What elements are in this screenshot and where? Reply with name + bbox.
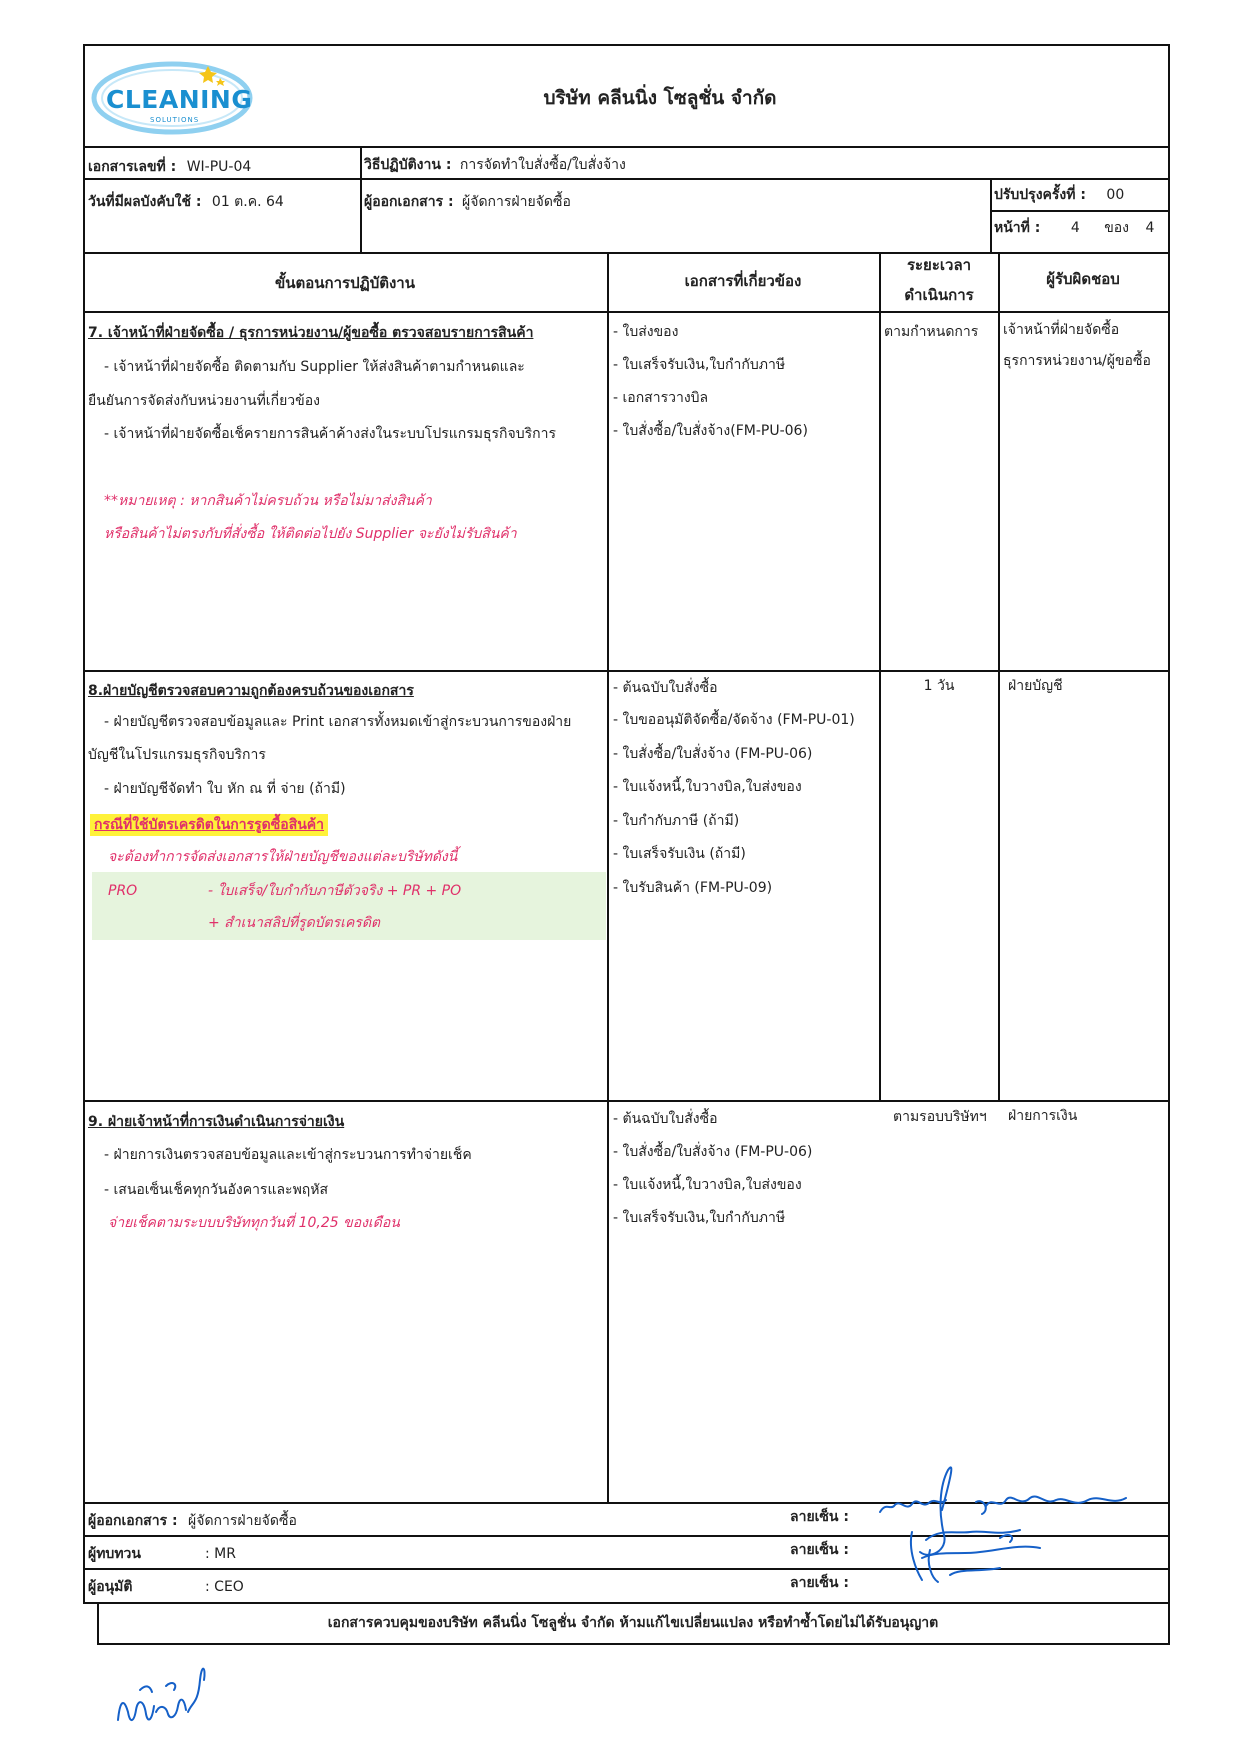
pro-line: + สำเนาสลิปที่รูดบัตรเครดิต [208,915,381,931]
step-7-doc: - ใบสั่งซื้อ/ใบสั่งจ้าง(FM-PU-06) [613,423,808,439]
procedure-label: วิธีปฏิบัติงาน : [364,157,452,173]
revision-label: ปรับปรุงครั้งที่ : [994,187,1086,203]
sig-approver-label: ผู้อนุมัติ [88,1579,133,1595]
step-8-doc: - ใบแจ้งหนี้,ใบวางบิล,ใบส่งของ [613,779,802,795]
step-8-title: 8.ฝ่ายบัญชีตรวจสอบความถูกต้องครบถ้วนของเอกสาร [88,683,414,699]
procedure-field [364,156,626,174]
step-7-line: - เจ้าหน้าที่ฝ่ายจัดซื้อเช็ครายการสินค้าค้างส่งในระบบโปรแกรมธุรกิจบริการ [104,426,556,442]
procedure-value: การจัดทำใบสั่งซื้อ/ใบสั่งจ้าง [459,157,626,173]
step-8-doc: - ใบเสร็จรับเงิน (ถ้ามี) [613,846,746,862]
sig-sign-label: ลายเซ็น : [790,1542,849,1558]
step-7-line: ยืนยันการจัดส่งกับหน่วยงานที่เกี่ยวข้อง [88,393,320,409]
effective-date-value: 01 ต.ค. 64 [211,194,284,210]
step-9-note: จ่ายเช็คตามระบบบริษัททุกวันที่ 10,25 ของเดือน [108,1215,400,1231]
sig-issuer-label: ผู้ออกเอกสาร : [88,1513,178,1529]
logo-subtext: SOLUTIONS [150,116,200,124]
step-8-doc: - ใบรับสินค้า (FM-PU-09) [613,880,773,896]
sig-sign-label: ลายเซ็น : [790,1575,849,1591]
step-7-title: 7. เจ้าหน้าที่ฝ่ายจัดซื้อ / ธุรการหน่วยงาน/ผู้ขอซื้อ ตรวจสอบรายการสินค้า [88,325,534,341]
step-9-title: 9. ฝ่ายเจ้าหน้าที่การเงินดำเนินการจ่ายเงิน [88,1114,345,1130]
step-9-responsible: ฝ่ายการเงิน [1008,1108,1078,1124]
logo-text: CLEANING [106,85,253,114]
step-7-doc: - ใบเสร็จรับเงิน,ใบกำกับภาษี [613,357,786,373]
step-7-doc: - ใบส่งของ [613,324,679,340]
step-8-line: - ฝ่ายบัญชีตรวจสอบข้อมูลและ Print เอกสารทั้งหมดเข้าสู่กระบวนการของฝ่าย [104,714,572,730]
page-number: 4 [1070,220,1080,236]
page-of-label: ของ [1104,220,1130,236]
initial-signature [110,1640,230,1740]
step-8-note: จะต้องทำการจัดส่งเอกสารให้ฝ่ายบัญชีของแต่ละบริษัทดังนี้ [108,849,458,865]
effective-date-field [88,193,284,211]
doc-number-field [88,158,251,176]
page-number-field [994,219,1154,237]
step-8-doc: - ต้นฉบับใบสั่งซื้อ [613,680,718,696]
step-9-time: ตามรอบบริษัทฯ [893,1109,987,1125]
step-8-doc: - ใบขออนุมัติจัดซื้อ/จัดจ้าง (FM-PU-01) [613,712,855,728]
step-7-line: - เจ้าหน้าที่ฝ่ายจัดซื้อ ติดตามกับ Supplier ให้ส่งสินค้าตามกำหนดและ [104,359,525,375]
step-7-responsible: ธุรการหน่วยงาน/ผู้ขอซื้อ [1003,353,1151,369]
step-7-note: หรือสินค้าไม่ตรงกับที่สั่งซื้อ ให้ติดต่อไปยัง Supplier จะยังไม่รับสินค้า [104,526,517,542]
step-8-line: บัญชีในโปรแกรมธุรกิจบริการ [88,747,266,763]
step-8-doc: - ใบสั่งซื้อ/ใบสั่งจ้าง (FM-PU-06) [613,746,813,762]
handwritten-signatures [860,1440,1160,1600]
sig-issuer-value: ผู้จัดการฝ่ายจัดซื้อ [188,1513,297,1529]
step-8-doc: - ใบกำกับภาษี (ถ้ามี) [613,813,740,829]
page-total: 4 [1145,220,1155,236]
step-8-responsible: ฝ่ายบัญชี [1008,678,1063,694]
step-7-responsible: เจ้าหน้าที่ฝ่ายจัดซื้อ [1003,322,1120,338]
header-steps: ขั้นตอนการปฏิบัติงาน [275,274,415,292]
step-7-doc: - เอกสารวางบิล [613,390,709,406]
pro-line: - ใบเสร็จ/ใบกำกับภาษีตัวจริง + PR + PO [208,883,462,899]
issuer-label: ผู้ออกเอกสาร : [364,194,454,210]
issuer-value: ผู้จัดการฝ่ายจัดซื้อ [462,194,571,210]
step-9-line: - เสนอเซ็นเช็คทุกวันอังคารและพฤหัส [104,1182,329,1198]
step-9-doc: - ใบสั่งซื้อ/ใบสั่งจ้าง (FM-PU-06) [613,1144,813,1160]
credit-card-highlight: กรณีที่ใช้บัตรเครดิตในการรูดซื้อสินค้า [90,814,328,836]
sig-approver-value: : CEO [205,1579,244,1595]
step-9-doc: - ใบแจ้งหนี้,ใบวางบิล,ใบส่งของ [613,1177,802,1193]
step-7-note: **หมายเหตุ : หากสินค้าไม่ครบถ้วน หรือไม่มาส่งสินค้า [104,493,432,509]
footer-notice: เอกสารควบคุมของบริษัท คลีนนิ่ง โซลูชั่น จำกัด ห้ามแก้ไขเปลี่ยนแปลง หรือทำซ้ำโดยไม่ได้รับอนุญาต [327,1615,939,1631]
sig-sign-label: ลายเซ็น : [790,1509,849,1525]
page-label: หน้าที่ : [994,220,1041,236]
revision-value: 00 [1106,187,1125,203]
header-responsible: ผู้รับผิดชอบ [1046,270,1120,288]
step-8-line: - ฝ่ายบัญชีจัดทำ ใบ หัก ณ ที่ จ่าย (ถ้ามี) [104,781,346,797]
company-logo [88,52,258,142]
step-7-time: ตามกำหนดการ [884,324,979,340]
step-8-time: 1 วัน [923,678,955,694]
sig-reviewer-label: ผู้ทบทวน [88,1546,141,1562]
step-9-doc: - ต้นฉบับใบสั่งซื้อ [613,1111,718,1127]
header-docs: เอกสารที่เกี่ยวข้อง [684,272,802,290]
pro-label: PRO [108,883,138,899]
issuer-field [364,193,571,211]
sig-reviewer-value: : MR [205,1546,236,1562]
doc-number-label: เอกสารเลขที่ : [88,159,177,175]
revision-field [994,186,1124,204]
company-name: บริษัท คลีนนิ่ง โซลูชั่น จำกัด [543,87,777,109]
sig-issuer [88,1512,297,1530]
header-time-line2: ดำเนินการ [904,286,974,304]
step-9-doc: - ใบเสร็จรับเงิน,ใบกำกับภาษี [613,1210,786,1226]
header-time-line1: ระยะเวลา [906,256,972,274]
step-9-line: - ฝ่ายการเงินตรวจสอบข้อมูลและเข้าสู่กระบวนการทำจ่ายเช็ค [104,1147,472,1163]
doc-number-value: WI-PU-04 [186,159,252,175]
effective-date-label: วันที่มีผลบังคับใช้ : [88,194,202,210]
